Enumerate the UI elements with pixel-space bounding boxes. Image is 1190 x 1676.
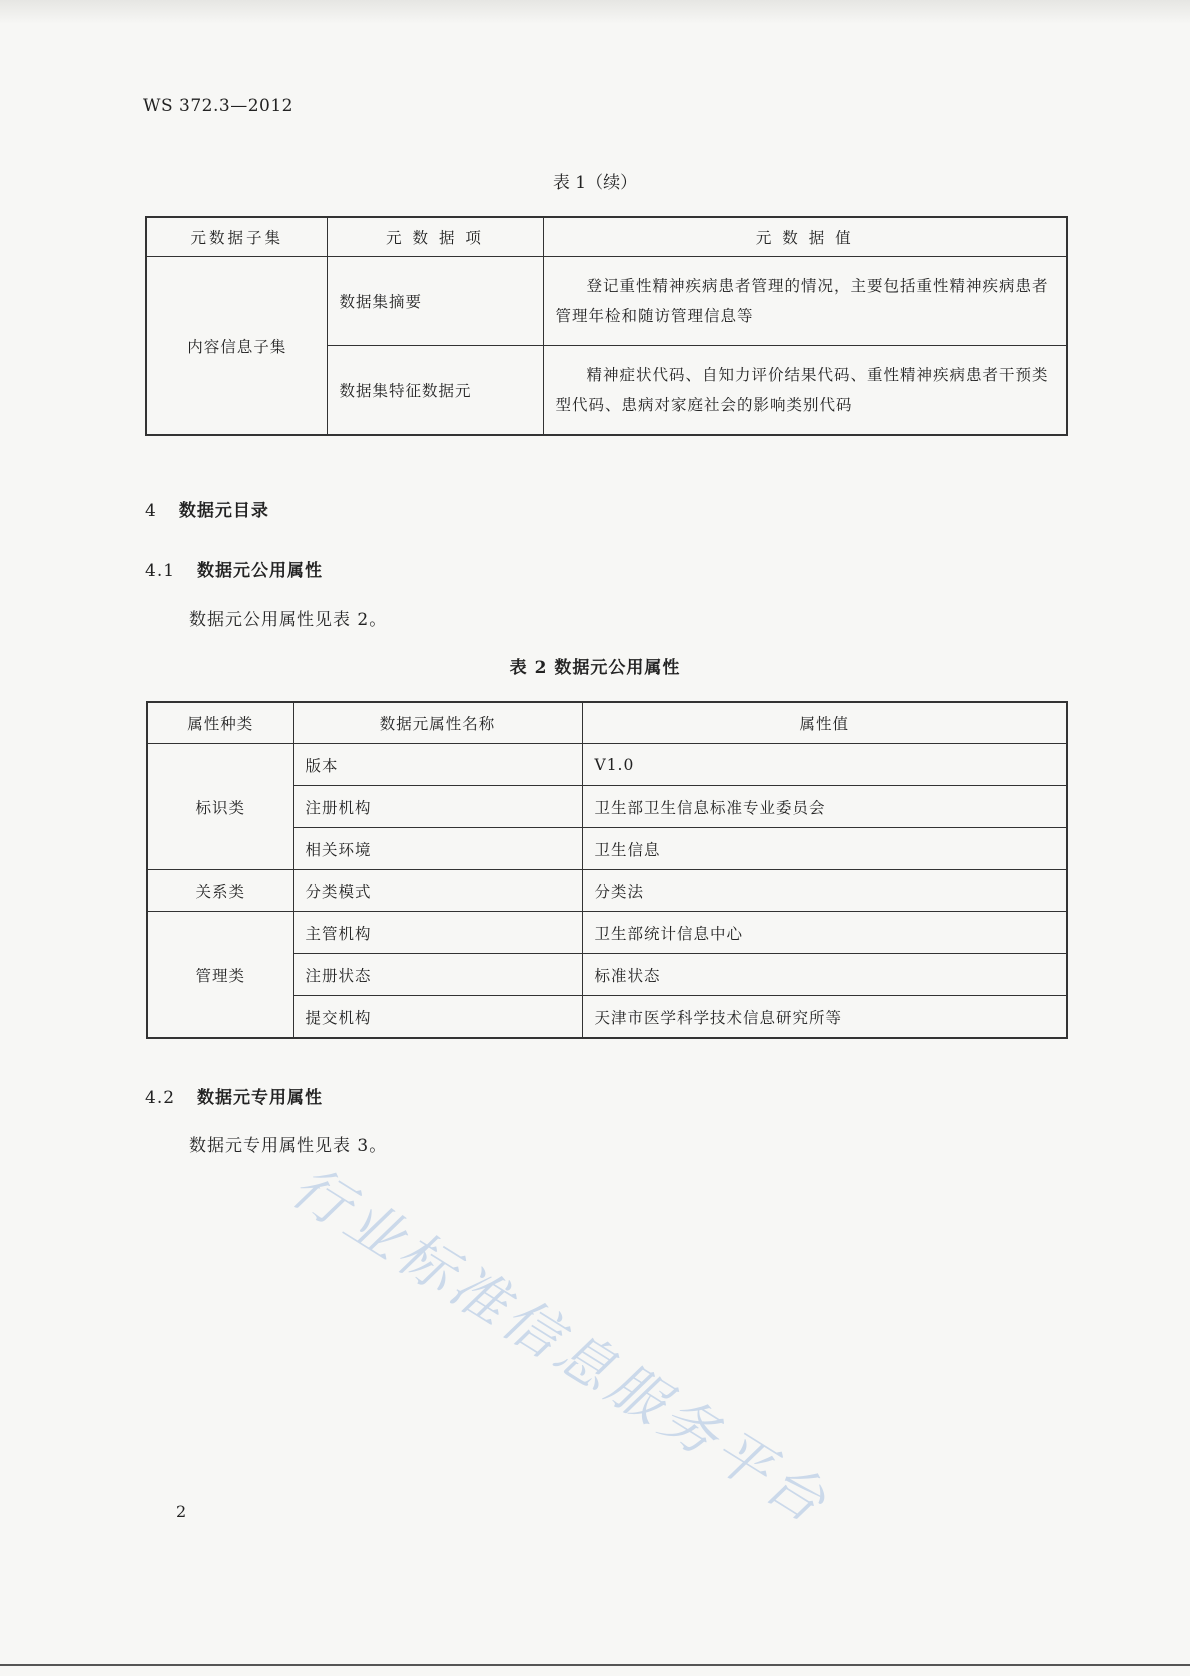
table2-category-cell: 关系类	[147, 870, 293, 912]
table1-subset-cell: 内容信息子集	[146, 257, 327, 436]
table1-caption: 表 1（续）	[552, 173, 638, 193]
section-title: 数据元专用属性	[197, 1088, 324, 1108]
section-title: 数据元目录	[178, 501, 269, 521]
section-title: 数据元公用属性	[197, 561, 324, 581]
table2-header-row	[147, 702, 1067, 744]
table2-header-category: 属性种类	[147, 702, 293, 744]
table2-value-cell: 卫生部卫生信息标准专业委员会	[582, 786, 1067, 828]
table1-value-text: 登记重性精神疾病患者管理的情况，主要包括重性精神疾病患者管理年检和随访管理信息等	[555, 277, 1049, 325]
table2	[146, 701, 1068, 1039]
section-number: 4.2	[145, 1088, 176, 1108]
table2-name-cell: 版本	[293, 744, 582, 786]
table2-name-cell: 注册机构	[293, 786, 582, 828]
table2-value-cell: 分类法	[582, 870, 1067, 912]
table1-value-cell	[543, 257, 1067, 346]
table1-value-cell	[543, 346, 1067, 436]
table1	[145, 216, 1068, 436]
table2-name-cell: 注册状态	[293, 954, 582, 996]
table2-category-cell: 管理类	[147, 912, 293, 1039]
table2-name-cell: 提交机构	[293, 996, 582, 1039]
table-row	[147, 744, 1067, 786]
table1-item-cell: 数据集特征数据元	[327, 346, 543, 436]
table2-value-cell: 卫生信息	[582, 828, 1067, 870]
table2-name-cell: 相关环境	[293, 828, 582, 870]
table1-value-text: 精神症状代码、自知力评价结果代码、重性精神疾病患者干预类型代码、患病对家庭社会的影响类别代码	[555, 366, 1049, 414]
table2-header-value: 属性值	[582, 702, 1067, 744]
page-number: 2	[176, 1502, 187, 1521]
table1-item-cell: 数据集摘要	[327, 257, 543, 346]
table1-header-value: 元 数 据 值	[543, 217, 1067, 257]
table1-header-item: 元 数 据 项	[327, 217, 543, 257]
section-number: 4	[145, 501, 157, 521]
table1-header-row	[146, 217, 1067, 257]
table1-header-subset: 元数据子集	[146, 217, 327, 257]
table2-value-cell: V1.0	[582, 744, 1067, 786]
document-code: WS 372.3—2012	[143, 96, 293, 116]
scan-bottom-edge	[0, 1664, 1190, 1666]
table2-value-cell: 标准状态	[582, 954, 1067, 996]
scan-shadow	[0, 0, 1190, 24]
table2-caption: 表 2 数据元公用属性	[509, 658, 681, 678]
table2-category-cell: 标识类	[147, 744, 293, 870]
table-row	[147, 912, 1067, 954]
table2-value-cell: 天津市医学科学技术信息研究所等	[582, 996, 1067, 1039]
section-4-2-heading	[145, 1083, 323, 1108]
table2-value-cell: 卫生部统计信息中心	[582, 912, 1067, 954]
table2-name-cell: 主管机构	[293, 912, 582, 954]
section-4-1-text: 数据元公用属性见表 2。	[189, 610, 388, 630]
section-4-2-text: 数据元专用属性见表 3。	[189, 1136, 388, 1156]
table-row	[147, 870, 1067, 912]
table-row	[146, 257, 1067, 346]
table2-header-name: 数据元属性名称	[293, 702, 582, 744]
section-4-1-heading	[145, 556, 323, 581]
table2-name-cell: 分类模式	[293, 870, 582, 912]
section-number: 4.1	[145, 561, 176, 581]
watermark: 行业标准信息服务平台	[280, 1154, 841, 1538]
section-4-heading	[145, 496, 269, 521]
